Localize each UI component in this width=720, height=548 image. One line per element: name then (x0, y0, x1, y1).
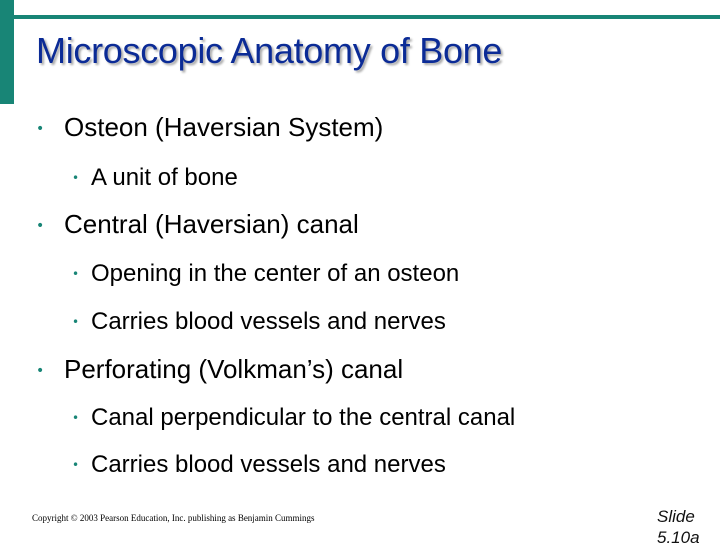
bullet-text: Perforating (Volkman’s) canal (64, 354, 404, 384)
sub-bullet-dot-icon: • (72, 171, 80, 185)
bullet-central-canal (36, 209, 359, 240)
sub-bullet-dot-icon: • (72, 411, 80, 425)
sub-bullet-carries-1 (72, 308, 446, 336)
bullet-osteon (36, 112, 383, 143)
bullet-perforating-canal (36, 354, 403, 385)
sub-bullet-text: A unit of bone (91, 164, 238, 191)
sub-bullet-text: Carries blood vessels and nerves (91, 308, 446, 335)
bullet-dot-icon: • (36, 218, 45, 234)
bullet-text: Central (Haversian) canal (64, 209, 359, 239)
copyright-notice: Copyright © 2003 Pearson Education, Inc. publishing as Benjamin Cummings (32, 513, 315, 523)
sub-bullet-perpendicular (72, 404, 515, 432)
sub-bullet-text: Carries blood vessels and nerves (91, 451, 446, 478)
sub-bullet-dot-icon: • (72, 315, 80, 329)
sub-bullet-unit-of-bone (72, 164, 238, 192)
sub-bullet-dot-icon: • (72, 267, 80, 281)
top-rule (14, 15, 720, 19)
sub-bullet-opening (72, 260, 459, 288)
sub-bullet-text: Opening in the center of an osteon (91, 260, 460, 287)
bullet-text: Osteon (Haversian System) (64, 112, 384, 142)
sub-bullet-carries-2 (72, 451, 446, 479)
bullet-dot-icon: • (36, 121, 45, 137)
slide-number: Slide 5.10a (657, 507, 700, 547)
sub-bullet-text: Canal perpendicular to the central canal (91, 404, 516, 431)
accent-bar (0, 0, 14, 104)
slide-title: Microscopic Anatomy of Bone (36, 30, 503, 71)
sub-bullet-dot-icon: • (72, 458, 80, 472)
bullet-dot-icon: • (36, 363, 45, 379)
